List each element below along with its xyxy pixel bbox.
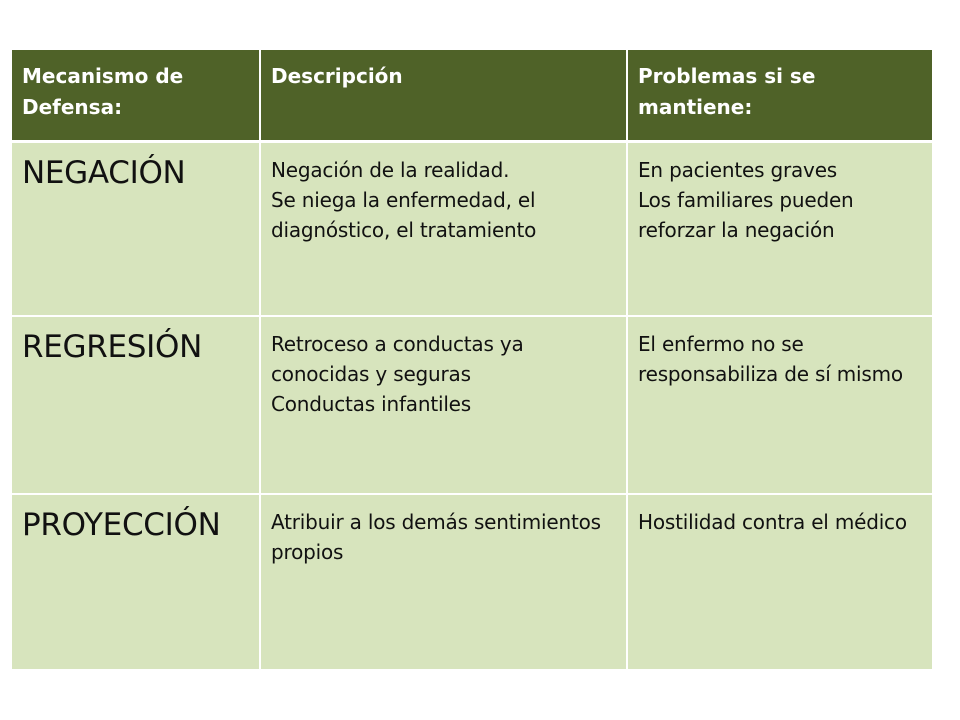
description-cell <box>260 316 627 494</box>
problems-cell <box>627 316 932 494</box>
defense-mechanisms-table <box>12 50 932 669</box>
header-description: Descripción <box>260 50 627 141</box>
problems-line: Los familiares pueden reforzar la negación <box>638 187 854 242</box>
description-cell <box>260 494 627 669</box>
description-line: Se niega la enfermedad, el diagnóstico, el tratamiento <box>271 187 537 242</box>
header-mechanism: Mecanismo de Defensa: <box>12 50 260 141</box>
table-row <box>12 494 932 669</box>
mechanism-name: REGRESIÓN <box>12 316 260 494</box>
table-row <box>12 141 932 316</box>
header-problems: Problemas si se mantiene: <box>627 50 932 141</box>
description-line: Conductas infantiles <box>271 392 472 416</box>
problems-cell <box>627 141 932 316</box>
problems-line: El enfermo no se responsabiliza de sí mismo <box>638 332 903 386</box>
problems-line: En pacientes graves <box>638 157 838 182</box>
description-cell <box>260 141 627 316</box>
description-line: Negación de la realidad. <box>271 157 510 182</box>
table-row <box>12 316 932 494</box>
problems-cell <box>627 494 932 669</box>
description-line: Atribuir a los demás sentimientos propios <box>271 510 601 564</box>
mechanism-name: NEGACIÓN <box>12 141 260 316</box>
mechanism-name: PROYECCIÓN <box>12 494 260 669</box>
description-line: Retroceso a conductas ya conocidas y seguras <box>271 332 524 386</box>
table-header-row <box>12 50 932 141</box>
problems-line: Hostilidad contra el médico <box>638 510 907 534</box>
